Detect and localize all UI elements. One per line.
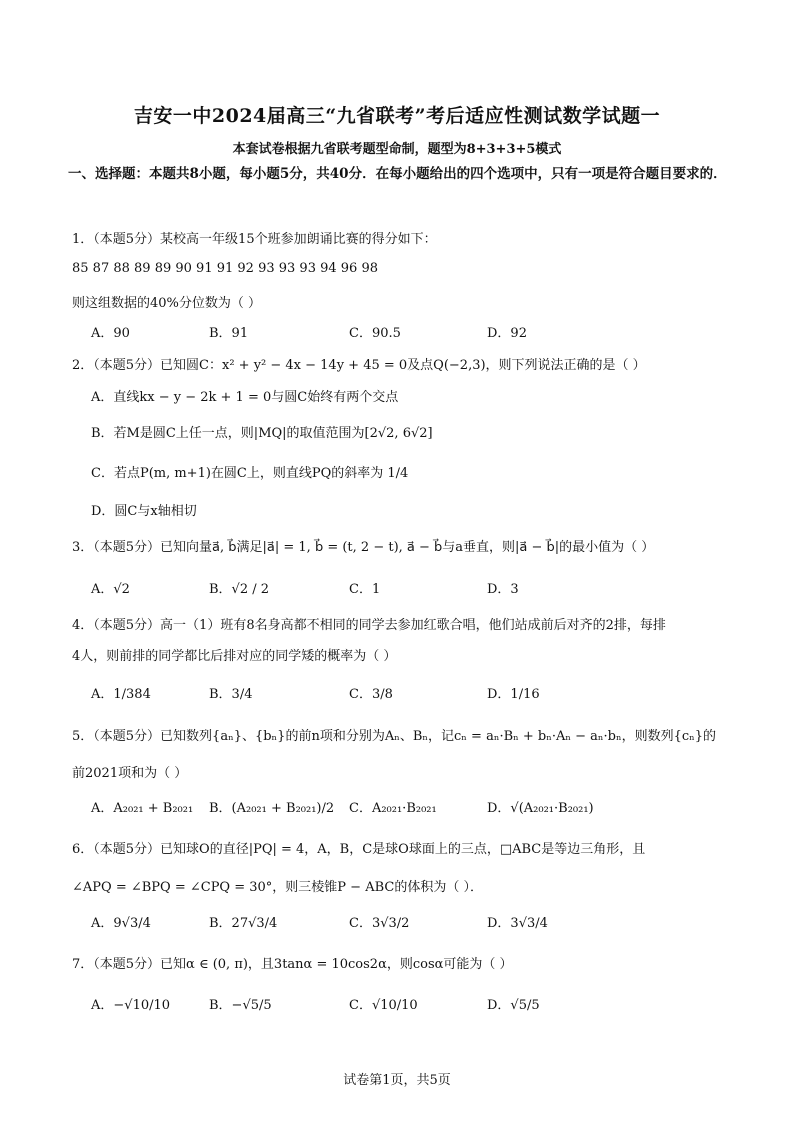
q5-stem-line1: 5．（本题5分）已知数列{aₙ}、{bₙ}的前n项和分别为Aₙ、Bₙ，记cₙ = aₙ·Bₙ + bₙ·Aₙ − aₙ·bₙ，则数列{cₙ}的 bbox=[72, 729, 717, 744]
q4-option-b: B．3/4 bbox=[209, 687, 253, 702]
q6-option-d: D．3√3/4 bbox=[487, 916, 548, 931]
q7-option-b: B．−√5/5 bbox=[209, 998, 272, 1013]
q6-option-b: B．27√3/4 bbox=[209, 916, 278, 931]
q6-stem-line1: 6．（本题5分）已知球O的直径|PQ| = 4，A，B，C是球O球面上的三点，□ABC是等边三角形，且 bbox=[72, 842, 646, 857]
q1-stem: 1．（本题5分）某校高一年级15个班参加朗诵比赛的得分如下： bbox=[72, 232, 437, 247]
section-heading-choice: 一、选择题：本题共8小题，每小题5分，共40分．在每小题给出的四个选项中，只有一项是符合题目要求的． bbox=[68, 166, 727, 182]
q7-stem: 7．（本题5分）已知α ∈ (0, π)，且3tanα = 10cos2α，则cosα可能为（ ） bbox=[72, 957, 513, 972]
q2-option-a: A．直线kx − y − 2k + 1 = 0与圆C始终有两个交点 bbox=[91, 390, 399, 405]
exam-title: 吉安一中2024届高三“九省联考”考后适应性测试数学试题一 bbox=[133, 105, 661, 127]
q5-stem-line2: 前2021项和为（ ） bbox=[72, 766, 188, 781]
q5-option-d: D．√(A₂₀₂₁·B₂₀₂₁) bbox=[487, 801, 594, 816]
q4-option-d: D．1/16 bbox=[487, 687, 540, 702]
q3-option-a: A．√2 bbox=[91, 582, 130, 597]
exam-subtitle: 本套试卷根据九省联考题型命制，题型为8+3+3+5模式 bbox=[232, 142, 562, 157]
q5-option-b: B．(A₂₀₂₁ + B₂₀₂₁)/2 bbox=[209, 801, 335, 816]
q1-ask: 则这组数据的40%分位数为（ ） bbox=[72, 296, 262, 311]
q2-option-b: B．若M是圆C上任一点，则|MQ|的取值范围为[2√2, 6√2] bbox=[91, 426, 433, 441]
q4-option-a: A．1/384 bbox=[91, 687, 151, 702]
q1-option-b: B．91 bbox=[209, 326, 249, 341]
q2-option-d: D．圆C与x轴相切 bbox=[91, 504, 197, 519]
q6-option-a: A．9√3/4 bbox=[91, 916, 151, 931]
q4-stem-line1: 4．（本题5分）高一（1）班有8名身高都不相同的同学去参加红歌合唱，他们站成前后对齐的2排，每排 bbox=[72, 618, 666, 633]
q3-option-c: C．1 bbox=[349, 582, 381, 597]
q7-option-c: C．√10/10 bbox=[349, 998, 418, 1013]
q2-stem: 2．（本题5分）已知圆C：x² + y² − 4x − 14y + 45 = 0及点Q(−2,3)，则下列说法正确的是（ ） bbox=[72, 358, 646, 373]
q7-option-d: D．√5/5 bbox=[487, 998, 540, 1013]
q3-option-d: D．3 bbox=[487, 582, 519, 597]
q3-stem: 3．（本题5分）已知向量a⃗, b⃗满足|a⃗| = 1, b⃗ = (t, 2 − t), a⃗ − b⃗与a垂直，则|a⃗ − b⃗|的最小值为（ ） bbox=[72, 540, 655, 555]
q3-option-b: B．√2 / 2 bbox=[209, 582, 270, 597]
q1-option-d: D．92 bbox=[487, 326, 527, 341]
q7-option-a: A．−√10/10 bbox=[91, 998, 171, 1013]
q2-option-c: C．若点P(m, m+1)在圆C上，则直线PQ的斜率为 1/4 bbox=[91, 466, 409, 481]
q5-option-c: C．A₂₀₂₁·B₂₀₂₁ bbox=[349, 801, 437, 816]
q1-data: 85 87 88 89 89 90 91 91 92 93 93 93 94 96 98 bbox=[72, 261, 378, 276]
q1-option-a: A．90 bbox=[91, 326, 130, 341]
q4-option-c: C．3/8 bbox=[349, 687, 393, 702]
page-footer: 试卷第1页，共5页 bbox=[343, 1073, 451, 1088]
q1-option-c: C．90.5 bbox=[349, 326, 401, 341]
q4-stem-line2: 4人，则前排的同学都比后排对应的同学矮的概率为（ ） bbox=[72, 649, 397, 664]
q5-option-a: A．A₂₀₂₁ + B₂₀₂₁ bbox=[91, 801, 194, 816]
q6-option-c: C．3√3/2 bbox=[349, 916, 410, 931]
q6-stem-line2: ∠APQ = ∠BPQ = ∠CPQ = 30°，则三棱锥P − ABC的体积为（ ）． bbox=[72, 880, 483, 895]
